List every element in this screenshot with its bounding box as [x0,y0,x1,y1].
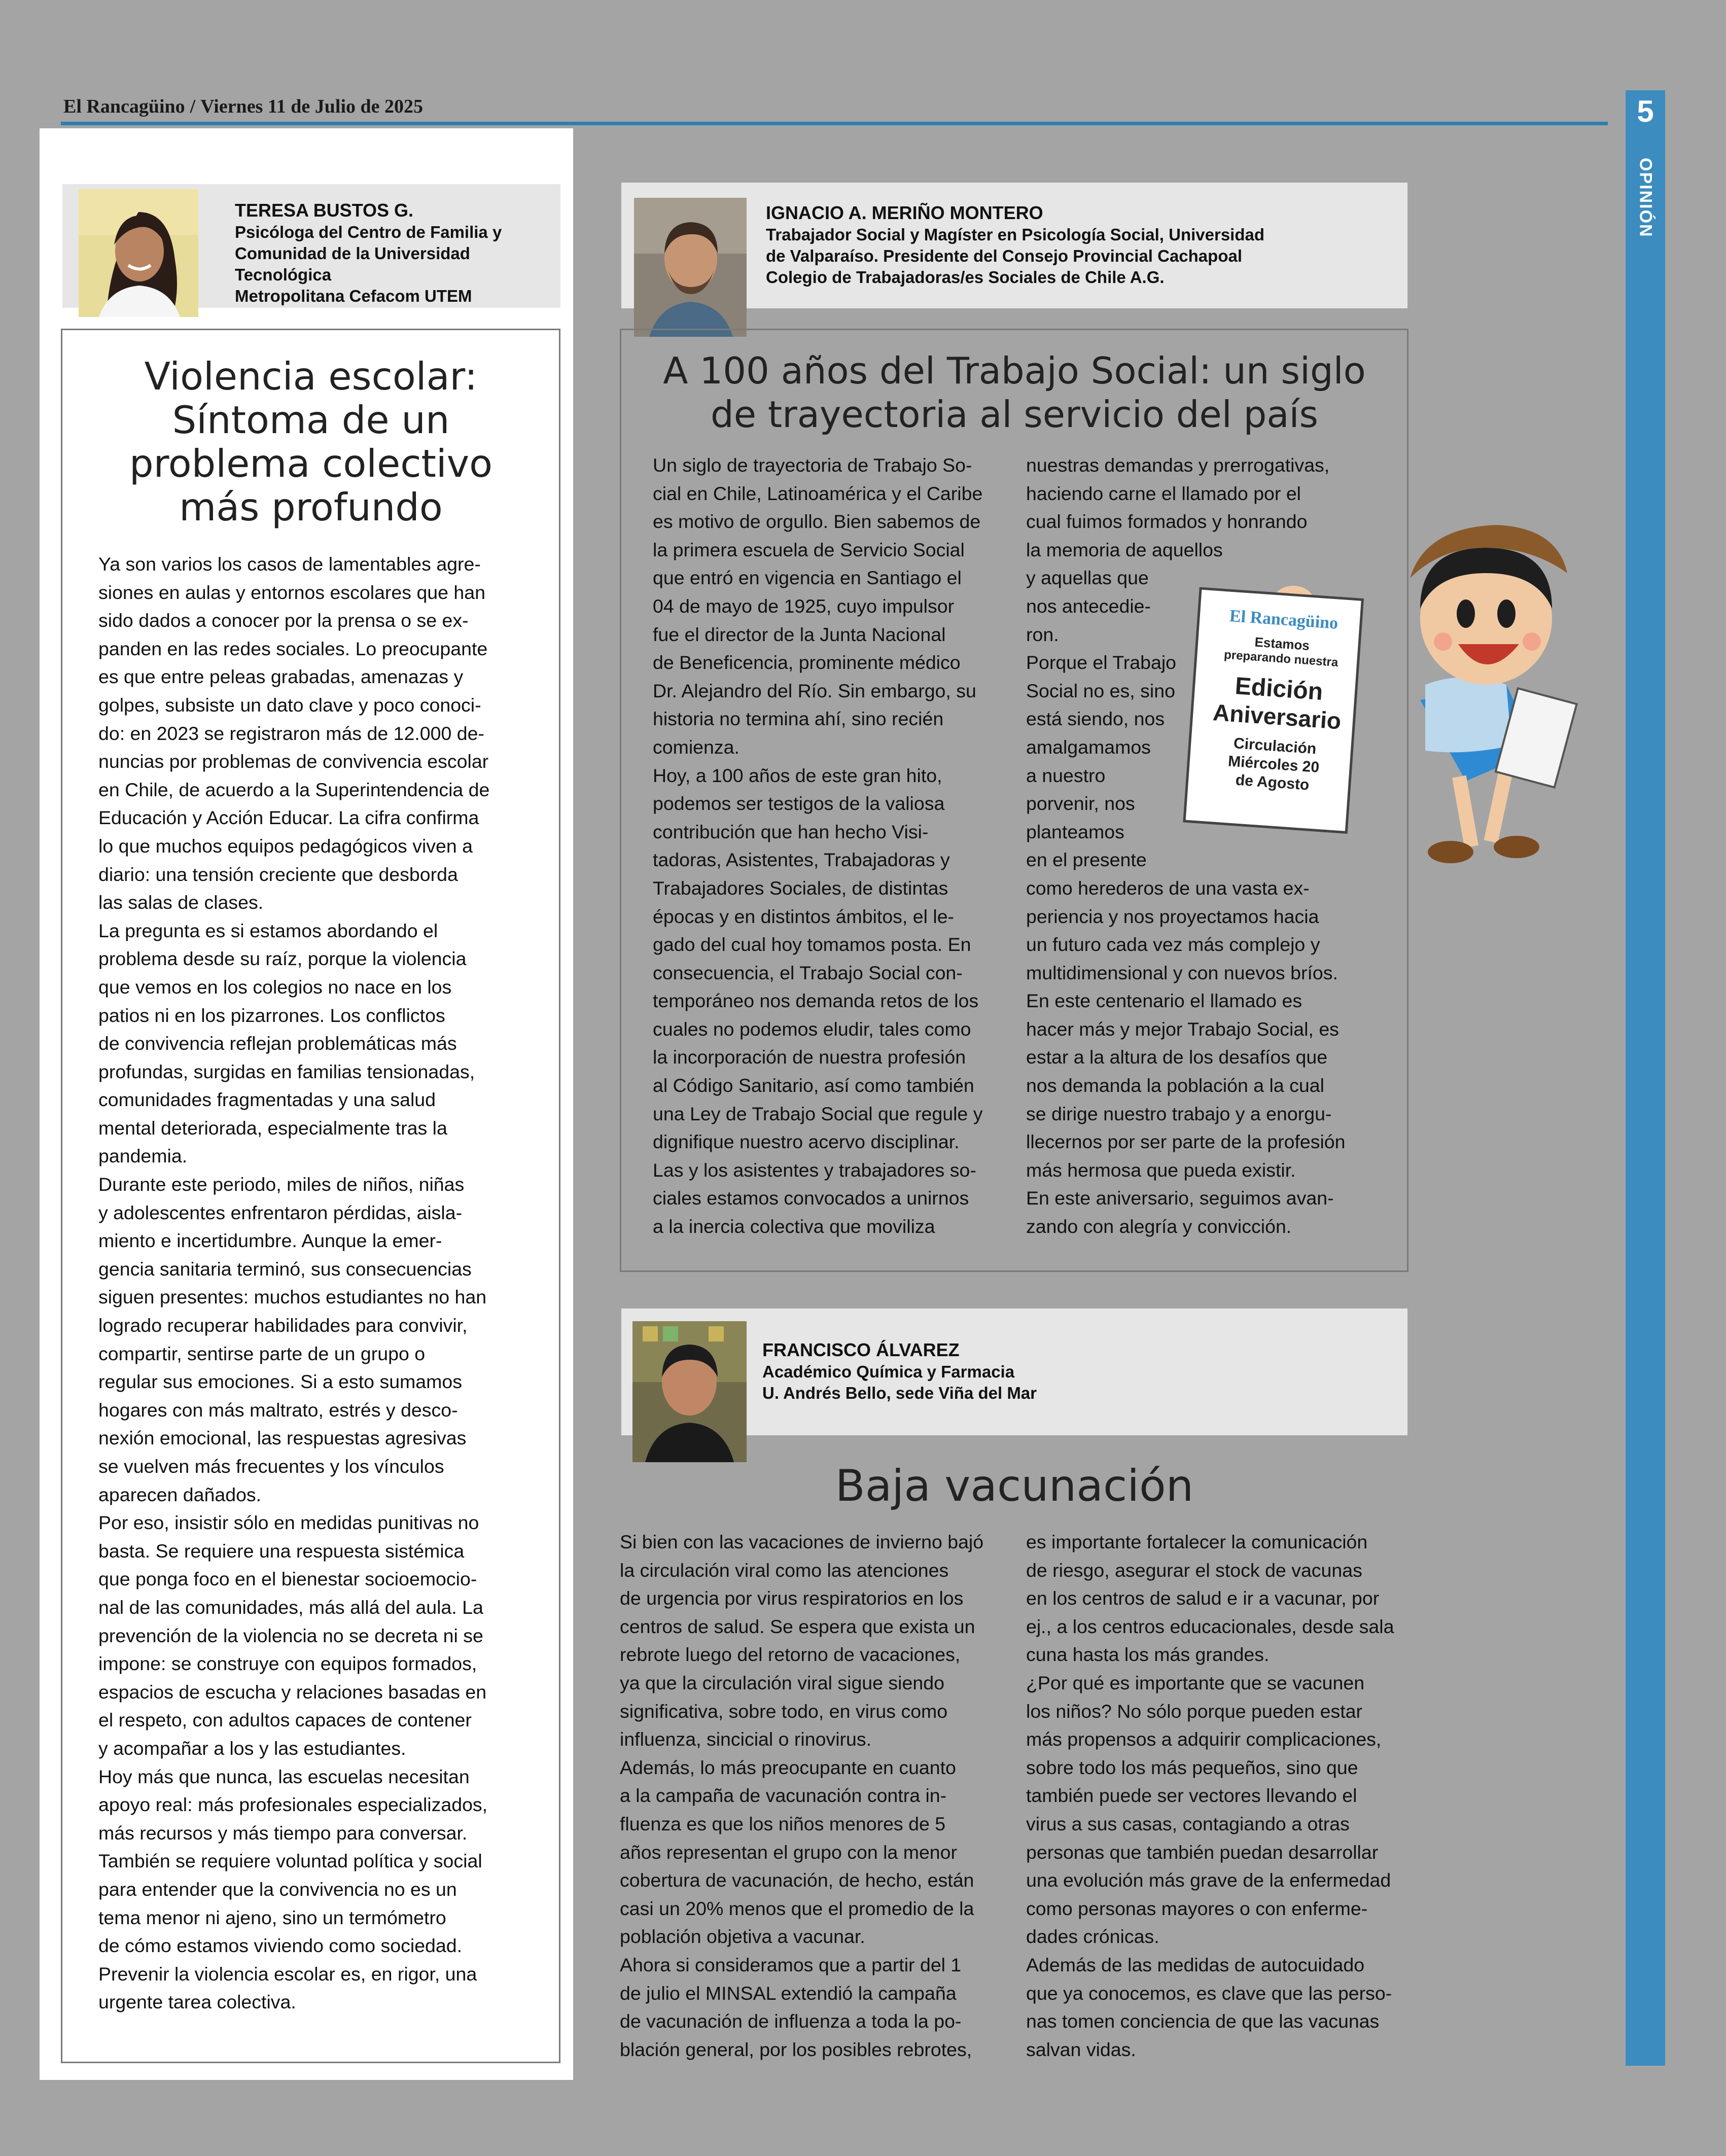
text-line: dades crónicas. [1026,1926,1159,1948]
text-line: más propensos a adquirir complicaciones, [1026,1728,1382,1750]
text-line: nuestras demandas y prerrogativas, [1026,454,1330,476]
text-line: influenza, sincicial o rinovirus. [620,1728,872,1750]
author-role-line: U. Andrés Bello, sede Viña del Mar [762,1384,1037,1402]
text-line: Por eso, insistir sólo en medidas punitivas no [98,1512,479,1534]
text-line: Las y los asistentes y trabajadores so- [653,1159,976,1181]
author-name: TERESA BUSTOS G. [235,200,414,221]
article-body-column-2 [1026,1528,1409,2064]
text-line: rebrote luego del retorno de vacaciones, [620,1644,961,1666]
text-line: en el presente [1026,849,1147,871]
title-line: más profundo [179,485,443,529]
text-line: llecernos por ser parte de la profesión [1026,1131,1346,1153]
text-line: amalgamamos [1026,736,1151,758]
text-line: siones en aulas y entornos escolares que han [98,581,486,603]
text-line: Un siglo de trayectoria de Trabajo So- [653,454,972,476]
text-line: tadoras, Asistentes, Trabajadoras y [653,849,950,871]
article-violencia-escolar [40,128,573,2080]
text-line: periencia y nos proyectamos hacia [1026,905,1319,927]
text-line: nal de las comunidades, más allá del aula. La [98,1596,483,1618]
title-line: Violencia escolar: [144,354,478,399]
text-line: salvan vidas. [1026,2038,1136,2060]
text-line: significativa, sobre todo, en virus como [620,1700,948,1722]
text-line: a la inercia colectiva que moviliza [653,1216,935,1238]
text-line: fluenza es que los niños menores de 5 [620,1813,946,1834]
text-line: se vuelven más frecuentes y los vínculos [98,1456,444,1477]
text-line: de riesgo, asegurar el stock de vacunas [1026,1559,1362,1581]
text-line: historia no termina ahí, sino recién [653,708,944,730]
text-line: panden en las redes sociales. Lo preocupante [98,638,488,659]
title-line: de trayectoria al servicio del país [710,393,1319,436]
author-role-line: Trabajador Social y Magíster en Psicología Social, Universidad [766,225,1265,244]
author-portrait-image [632,1321,747,1462]
text-line: y acompañar a los y las estudiantes. [98,1737,406,1759]
text-line: ¿Por qué es importante que se vacunen [1026,1672,1365,1693]
text-line: al Código Sanitario, así como también [653,1075,974,1097]
article-body [98,550,560,2017]
text-line: zando con alegría y convicción. [1026,1216,1292,1238]
text-line: ej., a los centros educacionales, desde sala [1026,1615,1394,1637]
text-line: mental deteriorada, especialmente tras la [98,1117,447,1139]
text-line: Además de las medidas de autocuidado [1026,1954,1365,1975]
text-line: Durante este periodo, miles de niños, niñas [98,1174,465,1195]
text-line: para entender que la convivencia no es un [98,1878,457,1900]
text-line: de cómo estamos viviendo como sociedad. [98,1935,463,1957]
section-label: OPINIÓN [1636,158,1655,238]
text-line: 04 de mayo de 1925, cuyo impulsor [653,595,955,617]
text-line: basta. Se requiere una respuesta sistémica [98,1540,465,1562]
text-line: la incorporación de nuestra profesión [653,1046,966,1068]
text-line: Si bien con las vacaciones de invierno bajó [620,1531,984,1552]
text-line: en los centros de salud e ir a vacunar, por [1026,1587,1380,1609]
header-separator: / [190,96,196,117]
text-line: como personas mayores o con enferme- [1026,1897,1368,1919]
text-line: las salas de clases. [98,892,264,913]
text-line: en Chile, de acuerdo a la Superintendencia de [98,779,490,800]
text-line: nos demanda la población a la cual [1026,1075,1324,1097]
text-line: tema menor ni ajeno, sino un termómetro [98,1906,446,1928]
promo-line: preparando nuestra [1223,648,1339,670]
text-line: ya que la circulación viral sigue siendo [620,1672,944,1693]
author-role-line: Académico Química y Farmacia [762,1362,1015,1381]
text-line: nas tomen conciencia de que las vacunas [1026,2010,1380,2032]
text-line: dignifique nuestro acervo disciplinar. [653,1131,960,1153]
text-line: el respeto, con adultos capaces de contener [98,1709,472,1731]
author-box [62,184,560,308]
promo-paper-name: El Rancagüino [1228,606,1339,633]
text-line: que ponga foco en el bienestar socioemocio- [98,1568,477,1590]
article-title [80,355,542,529]
article-body-column-1 [653,451,1003,1241]
text-line: una Ley de Trabajo Social que regule y [653,1103,983,1124]
text-line: urgente tarea colectiva. [98,1991,296,2013]
title-line: A 100 años del Trabajo Social: un siglo [663,349,1366,392]
text-line: ron. [1026,623,1059,645]
article-title: Baja vacunación [835,1461,1194,1511]
text-line: también puede ser vectores llevando el [1026,1785,1357,1807]
text-line: a nuestro [1026,764,1106,786]
text-line: Dr. Alejandro del Río. Sin embargo, su [653,680,976,701]
text-line: Además, lo más preocupante en cuanto [620,1756,956,1778]
text-line: más hermosa que pueda existir. [1026,1159,1296,1181]
text-line: Hoy más que nunca, las escuelas necesitan [98,1765,470,1787]
text-line: casi un 20% menos que el promedio de la [620,1897,974,1919]
author-info [762,1339,1396,1404]
text-line: compartir, sentirse parte de un grupo o [98,1342,426,1364]
text-line: se dirige nuestro trabajo y a enorgu- [1026,1103,1332,1124]
author-portrait-image [79,189,198,317]
author-photo [79,189,198,317]
text-line: que ya conocemos, es clave que las perso- [1026,1982,1392,2004]
text-line: gado del cual hoy tomamos posta. En [653,934,971,956]
text-line: Social no es, sino [1026,680,1175,701]
text-line: de vacunación de influenza a toda la po- [620,2010,962,2032]
text-line: profundas, surgidas en familias tensionadas, [98,1061,475,1082]
text-line: nuncias por problemas de convivencia escolar [98,751,489,772]
text-line: cuna hasta los más grandes. [1026,1644,1270,1666]
text-line: como herederos de una vasta ex- [1026,877,1310,899]
text-line: hacer más y mejor Trabajo Social, es [1026,1018,1339,1040]
text-line: épocas y en distintos ámbitos, el le- [653,905,955,927]
text-line: Hoy, a 100 años de este gran hito, [653,764,942,786]
text-line: ciales estamos convocados a unirnos [653,1187,969,1209]
text-line: está siendo, nos [1026,708,1165,730]
text-line: problema desde su raíz, porque la violencia [98,948,467,970]
text-line: pandemia. [98,1145,188,1167]
text-line: aparecen dañados. [98,1483,262,1505]
text-line: a la campaña de vacunación contra in- [620,1785,947,1807]
text-line: consecuencia, el Trabajo Social con- [653,962,963,983]
text-line: la primera escuela de Servicio Social [653,539,965,560]
promo-line: Estamos [1254,634,1310,654]
text-line: espacios de escucha y relaciones basadas en [98,1681,487,1703]
text-line: personas que también puedan desarrollar [1026,1841,1379,1863]
author-role-line: Psicóloga del Centro de Familia y [235,223,502,241]
text-line: sido dados a conocer por la prensa o se ex- [98,610,469,631]
text-line: cobertura de vacunación, de hecho, están [620,1869,974,1891]
text-line: de julio el MINSAL extendió la campaña [620,1982,957,2004]
text-line: es motivo de orgullo. Bien sabemos de [653,511,981,533]
text-line: que entró en vigencia en Santiago el [653,567,962,589]
article-title [624,349,1405,436]
text-line: la memoria de aquellos [1026,539,1223,560]
author-photo [632,1321,747,1462]
text-line: diario: una tensión creciente que desborda [98,863,458,885]
text-line: regular sus emociones. Si a esto sumamos [98,1371,462,1393]
text-line: de convivencia reflejan problemáticas más [98,1033,457,1054]
text-line: sobre todo los más pequeños, sino que [1026,1756,1358,1778]
author-name: IGNACIO A. MERIÑO MONTERO [766,202,1043,223]
author-box [621,1309,1407,1435]
text-line: comienza. [653,736,739,758]
text-line: gencia sanitaria terminó, sus consecuencias [98,1258,472,1280]
author-name: FRANCISCO ÁLVAREZ [762,1339,960,1360]
title-line: problema colectivo [129,441,492,486]
text-line: temporáneo nos demanda retos de los [653,990,979,1012]
promo-sign [1196,604,1361,797]
text-line: También se requiere voluntad política y social [98,1850,482,1872]
author-portrait-image [634,198,747,337]
text-line: fue el director de la Junta Nacional [653,623,946,645]
text-line: centros de salud. Se espera que exista un [620,1615,975,1637]
title-line: Síntoma de un [172,398,450,442]
author-box [621,183,1407,308]
article-body-column-1 [620,1528,1004,2064]
text-line: apoyo real: más profesionales especializados, [98,1794,488,1816]
text-line: planteamos [1026,821,1124,842]
text-line: de urgencia por virus respiratorios en los [620,1587,964,1609]
text-line: es que entre peleas grabadas, amenazas y [98,666,464,688]
text-line: cial en Chile, Latinoamérica y el Caribe [653,482,983,504]
page-number: 5 [1637,94,1654,128]
author-info [766,202,1400,288]
header-rule [61,122,1608,125]
text-line: población objetiva a vacunar. [620,1926,865,1948]
text-line: hogares con más maltrato, estrés y desco- [98,1399,458,1421]
text-line: multidimensional y con nuevos bríos. [1026,962,1338,983]
text-line: una evolución más grave de la enfermedad [1026,1869,1391,1891]
text-line: los niños? No sólo porque pueden estar [1026,1700,1362,1722]
text-line: patios ni en los pizarrones. Los conflictos [98,1004,445,1026]
text-line: porvenir, nos [1026,793,1135,815]
text-line: de Beneficencia, prominente médico [653,652,961,674]
text-line: En este centenario el llamado es [1026,990,1302,1012]
promo-circulation: de Agosto [1235,771,1310,794]
text-line: es importante fortalecer la comunicación [1026,1531,1368,1552]
text-line: prevención de la violencia no se decreta ni se [98,1624,483,1646]
promo-edition: Edición [1234,673,1324,706]
text-line: haciendo carne el llamado por el [1026,482,1301,504]
text-line: do: en 2023 se registraron más de 12.000 de- [98,722,484,744]
newspaper-name: El Rancagüino [63,96,185,117]
text-line: logrado recuperar habilidades para convivir, [98,1315,468,1336]
text-line: blación general, por los posibles rebrotes, [620,2038,972,2060]
text-line: cual fuimos formados y honrando [1026,511,1308,533]
text-line: Trabajadores Sociales, de distintas [653,877,948,899]
text-line: Ya son varios los casos de lamentables agre- [98,553,481,575]
text-line: lo que muchos equipos pedagógicos viven a [98,835,473,857]
author-role-line: de Valparaíso. Presidente del Consejo Provincial Cachapoal [766,246,1243,265]
text-line: y adolescentes enfrentaron pérdidas, aisla- [98,1201,463,1223]
text-line: La pregunta es si estamos abordando el [98,920,438,941]
author-role-line: Comunidad de la Universidad Tecnológica [235,244,470,284]
text-line: estar a la altura de los desafíos que [1026,1046,1328,1068]
text-line: Ahora si consideramos que a partir del 1 [620,1954,962,1975]
author-role-line: Colegio de Trabajadoras/es Sociales de Chile A.G. [766,268,1165,287]
text-line: Prevenir la violencia escolar es, en rigor, una [98,1963,477,1985]
text-line: virus a sus casas, contagiando a otras [1026,1813,1350,1834]
page-header [63,95,423,118]
text-line: golpes, subsiste un dato clave y poco conoci- [98,694,481,716]
text-line: más recursos y más tiempo para conversar. [98,1822,468,1844]
text-line: impone: se construye con equipos formados, [98,1653,477,1675]
author-info [235,199,554,307]
text-line: Educación y Acción Educar. La cifra confirma [98,807,479,829]
text-line: contribución que han hecho Visi- [653,821,929,842]
text-line: nos antecedie- [1026,595,1151,617]
author-role-line: Metropolitana Cefacom UTEM [235,287,472,305]
promo-edition: Aniversario [1212,699,1342,734]
text-line: siguen presentes: muchos estudiantes no han [98,1286,487,1308]
text-line: podemos ser testigos de la valiosa [653,793,945,815]
text-line: y aquellas que [1026,567,1149,589]
promo-circulation: Miércoles 20 [1227,753,1320,776]
text-line: En este aniversario, seguimos avan- [1026,1187,1334,1209]
text-line: nexión emocional, las respuestas agresivas [98,1427,467,1449]
text-line: que vemos en los colegios no nace en los [98,976,452,998]
promo-circulation: Circulación [1233,735,1317,758]
text-line: cuales no podemos eludir, tales como [653,1018,971,1040]
text-line: la circulación viral como las atenciones [620,1559,949,1581]
author-photo [634,198,747,337]
text-line: comunidades fragmentadas y una salud [98,1089,436,1111]
text-line: años representan el grupo con la menor [620,1841,958,1863]
issue-date: Viernes 11 de Julio de 2025 [200,96,423,117]
section-sidebar [1626,90,1665,2066]
text-line: Porque el Trabajo [1026,652,1177,674]
text-line: miento e incertidumbre. Aunque la emer- [98,1230,442,1252]
text-line: un futuro cada vez más complejo y [1026,934,1320,956]
